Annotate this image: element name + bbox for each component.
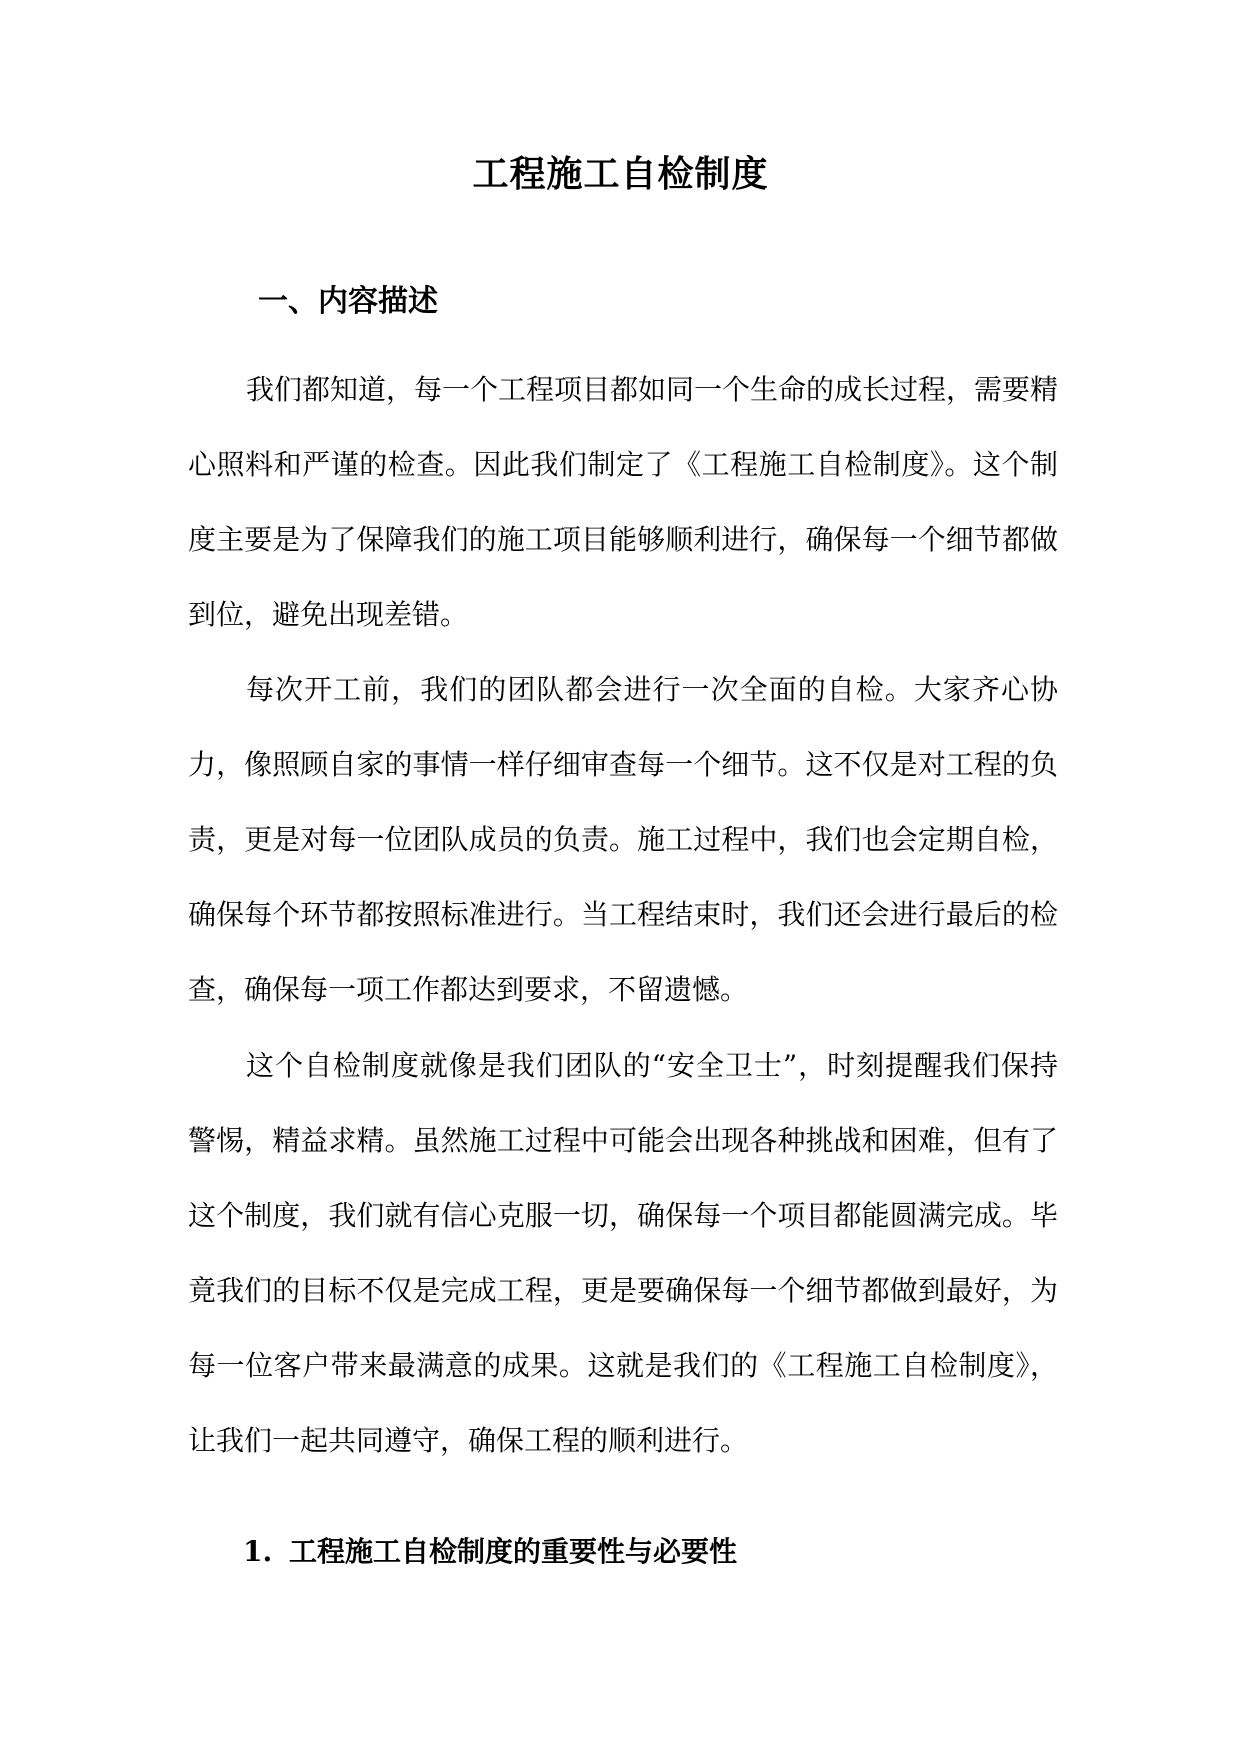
subsection-heading bbox=[243, 1532, 737, 1572]
document-title: 工程施工自检制度 bbox=[472, 153, 769, 195]
body-paragraph-3: 这个自检制度就像是我们团队的“安全卫士”，时刻提醒我们保持警惕，精益求精。虽然施工过程中可能会出现各种挑战和困难，但有了这个制度，我们就有信心克服一切，确保每一个项目都能圆满完成。毕竟我们的目标不仅是完成工程，更是要确保每一个细节都做到最好，为每一位客户带来最满意的成果。这就是我们的《工程施工自检制度》，让我们一起共同遵守，确保工程的顺利进行。 bbox=[188, 1049, 1058, 1457]
body-paragraph-2: 每次开工前，我们的团队都会进行一次全面的自检。大家齐心协力，像照顾自家的事情一样仔细审查每一个细节。这不仅是对工程的负责，更是对每一位团队成员的负责。施工过程中，我们也会定期自检，确保每个环节都按照标准进行。当工程结束时，我们还会进行最后的检查，确保每一项工作都达到要求，不留遗憾。 bbox=[188, 673, 1058, 1006]
subsection-number: 1. bbox=[243, 1535, 273, 1568]
section-heading-content-description: 一、内容描述 bbox=[258, 284, 438, 319]
body-paragraph-1: 我们都知道，每一个工程项目都如同一个生命的成长过程，需要精心照料和严谨的检查。因此我们制定了《工程施工自检制度》。这个制度主要是为了保障我们的施工项目能够顺利进行，确保每一个细节都做到位，避免出现差错。 bbox=[188, 373, 1059, 631]
subsection-heading-text: 工程施工自检制度的重要性与必要性 bbox=[289, 1535, 738, 1568]
